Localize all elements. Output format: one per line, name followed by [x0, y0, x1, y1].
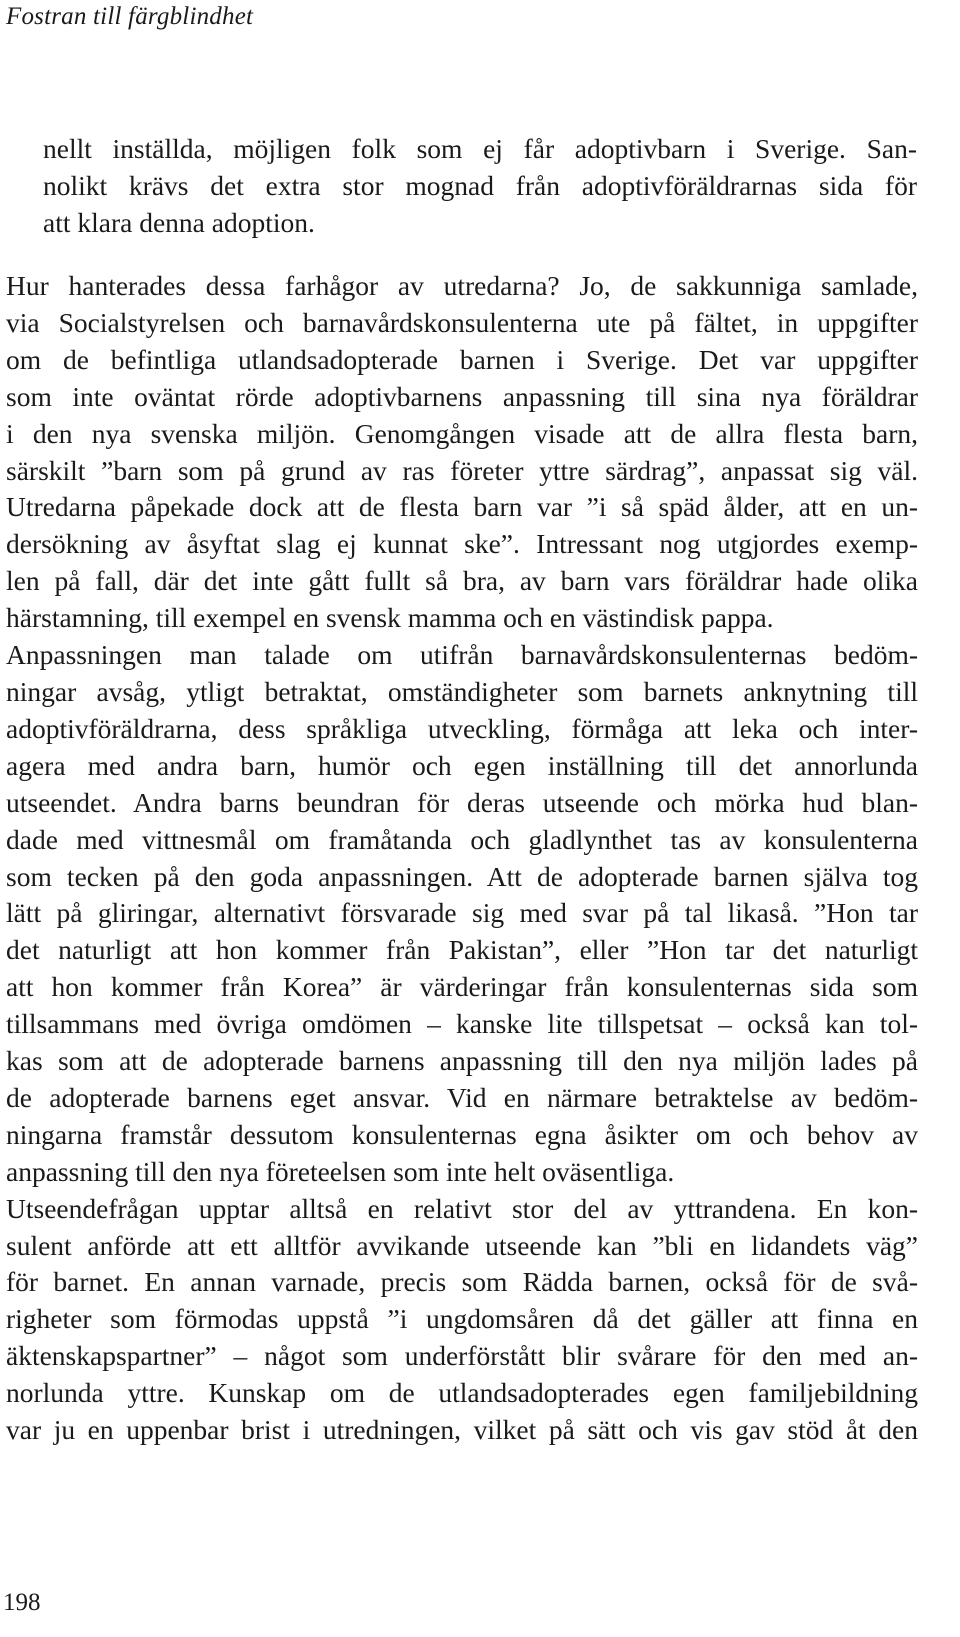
body-line: Hur hanterades dessa farhågor av utredarna? Jo, de sakkunniga samlade, — [6, 270, 918, 301]
body-line: Utredarna påpekade dock att de flesta barn var ”i så späd ålder, att en un- — [6, 491, 918, 523]
body-line: det naturligt att hon kommer från Pakistan”, eller ”Hon tar det naturligt — [6, 934, 918, 966]
body-line: dersökning av åsyftat slag ej kunnat ske”. Intressant nog utgjordes exemp- — [6, 528, 918, 560]
quote-line: att klara denna adoption. — [43, 206, 315, 238]
body-line: som tecken på den goda anpassningen. Att de adopterade barnen själva tog — [6, 860, 918, 892]
body-text — [6, 268, 918, 1449]
running-header: Fostran till färgblindhet — [6, 3, 254, 30]
body-line: utseendet. Andra barns beundran för deras utseende och mörka hud blan- — [6, 786, 918, 818]
body-line: särskilt ”barn som på grund av ras företer yttre särdrag”, anpassat sig väl. — [6, 454, 918, 486]
body-line: anpassning till den nya företeelsen som inte helt oväsentliga. — [6, 1155, 675, 1187]
body-line: ningar avsåg, ytligt betraktat, omständigheter som barnets anknytning till — [6, 675, 918, 707]
body-line: lätt på gliringar, alternativt försvarade sig med svar på tal likaså. ”Hon tar — [6, 897, 918, 929]
body-line: att hon kommer från Korea” är värderingar från konsulenternas sida som — [6, 971, 918, 1003]
body-line: adoptivföräldrarna, dess språkliga utveckling, förmåga att leka och inter- — [6, 712, 918, 744]
body-line: Utseendefrågan upptar alltså en relativt stor del av yttrandena. En kon- — [6, 1192, 918, 1224]
body-line: Anpassningen man talade om utifrån barnavårdskonsulenternas bedöm- — [6, 639, 918, 671]
body-line: ningarna framstår dessutom konsulenternas egna åsikter om och behov av — [6, 1118, 918, 1150]
body-line: om de befintliga utlandsadopterade barnen i Sverige. Det var uppgifter — [6, 343, 918, 375]
body-line: len på fall, där det inte gått fullt så bra, av barn vars föräldrar hade olika — [6, 565, 918, 597]
body-line: för barnet. En annan varnade, precis som Rädda barnen, också för de svå- — [6, 1266, 918, 1298]
block-quote — [43, 131, 917, 242]
body-line: tillsammans med övriga omdömen – kanske lite tillspetsat – också kan tol- — [6, 1008, 918, 1040]
body-line: var ju en uppenbar brist i utredningen, vilket på sätt och vis gav stöd åt den — [6, 1414, 918, 1446]
body-line: kas som att de adopterade barnens anpassning till den nya miljön lades på — [6, 1045, 918, 1077]
body-line: sulent anförde att ett alltför avvikande utseende kan ”bli en lidandets väg” — [6, 1229, 918, 1261]
body-line: de adopterade barnens eget ansvar. Vid en närmare betraktelse av bedöm- — [6, 1081, 918, 1113]
body-line: härstamning, till exempel en svensk mamma och en västindisk pappa. — [6, 602, 774, 634]
page-number: 198 — [3, 1589, 41, 1616]
body-line: dade med vittnesmål om framåtanda och gladlynthet tas av konsulenterna — [6, 823, 918, 855]
body-line: norlunda yttre. Kunskap om de utlandsadopterades egen familjebildning — [6, 1377, 918, 1409]
quote-line: nellt inställda, möjligen folk som ej får adoptivbarn i Sverige. San- — [43, 133, 917, 164]
body-line: äktenskapspartner” – något som underförstått blir svårare för den med an- — [6, 1340, 918, 1372]
quote-line: nolikt krävs det extra stor mognad från adoptivföräldrarnas sida för — [43, 169, 917, 201]
body-line: som inte oväntat rörde adoptivbarnens anpassning till sina nya föräldrar — [6, 380, 918, 412]
body-line: agera med andra barn, humör och egen inställning till det annorlunda — [6, 749, 918, 781]
body-line: righeter som förmodas uppstå ”i ungdomsåren då det gäller att finna en — [6, 1303, 918, 1335]
body-line: via Socialstyrelsen och barnavårdskonsulenterna ute på fältet, in uppgifter — [6, 306, 918, 338]
body-line: i den nya svenska miljön. Genomgången visade att de allra flesta barn, — [6, 417, 918, 449]
